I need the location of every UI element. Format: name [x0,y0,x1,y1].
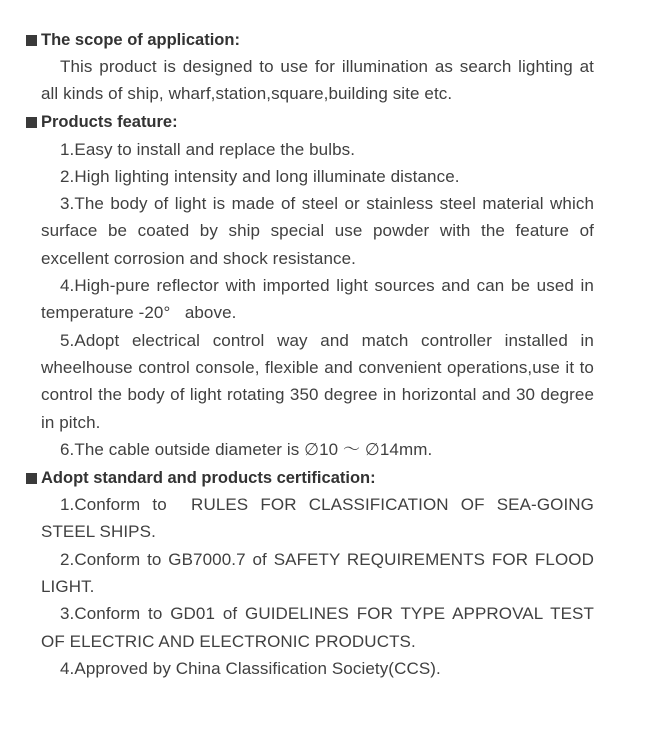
feature-item [26,190,594,272]
feature-text: 1.Easy to install and replace the bulbs. [60,139,356,159]
section-scope [26,27,594,108]
section-heading [26,27,594,53]
section-heading [26,110,594,136]
section-products-feature [26,110,594,464]
heading-text: Adopt standard and products certification: [41,468,376,487]
feature-text: 5.Adopt electrical control way and match controller installed in wheelhouse control console, flexible and convenient operations,use it to control the body of light rotating 350 degree in horizontal and 30 degree in pitch. [41,330,594,432]
paragraph-text: This product is designed to use for illumination as search lighting at all kinds of ship, wharf,station,square,building site etc. [41,57,594,104]
square-bullet-icon [26,35,37,46]
standard-item [26,546,594,601]
feature-item [26,436,594,463]
standard-item [26,600,594,655]
heading-text: Products feature: [41,113,178,132]
standard-text: 1.Conform to RULES FOR CLASSIFICATION OF SEA-GOING STEEL SHIPS. [41,495,594,542]
heading-text: The scope of application: [41,30,240,49]
paragraph [26,53,594,108]
feature-text: 3.The body of light is made of steel or stainless steel material which surface be coated by ship special use powder with the feature of excellent corrosion and shock resistance. [41,194,594,268]
document-body [26,27,594,682]
feature-item [26,163,594,190]
square-bullet-icon [26,473,37,484]
feature-item [26,327,594,436]
section-standards [26,465,594,682]
feature-text: 6.The cable outside diameter is ∅10 ～ ∅14mm. [60,439,433,459]
standard-text: 3.Conform to GD01 of GUIDELINES FOR TYPE APPROVAL TEST OF ELECTRIC AND ELECTRONIC PRODUCTS. [41,604,594,651]
standard-text: 4.Approved by China Classification Society(CCS). [60,658,441,678]
standard-item [26,655,594,682]
feature-item [26,136,594,163]
square-bullet-icon [26,117,37,128]
standard-item [26,491,594,546]
section-heading [26,465,594,491]
standard-text: 2.Conform to GB7000.7 of SAFETY REQUIREMENTS FOR FLOOD LIGHT. [41,549,594,597]
feature-text: 4.High-pure reflector with imported light sources and can be used in temperature -20° above. [41,276,594,323]
feature-item [26,272,594,327]
feature-text: 2.High lighting intensity and long illuminate distance. [60,166,460,186]
